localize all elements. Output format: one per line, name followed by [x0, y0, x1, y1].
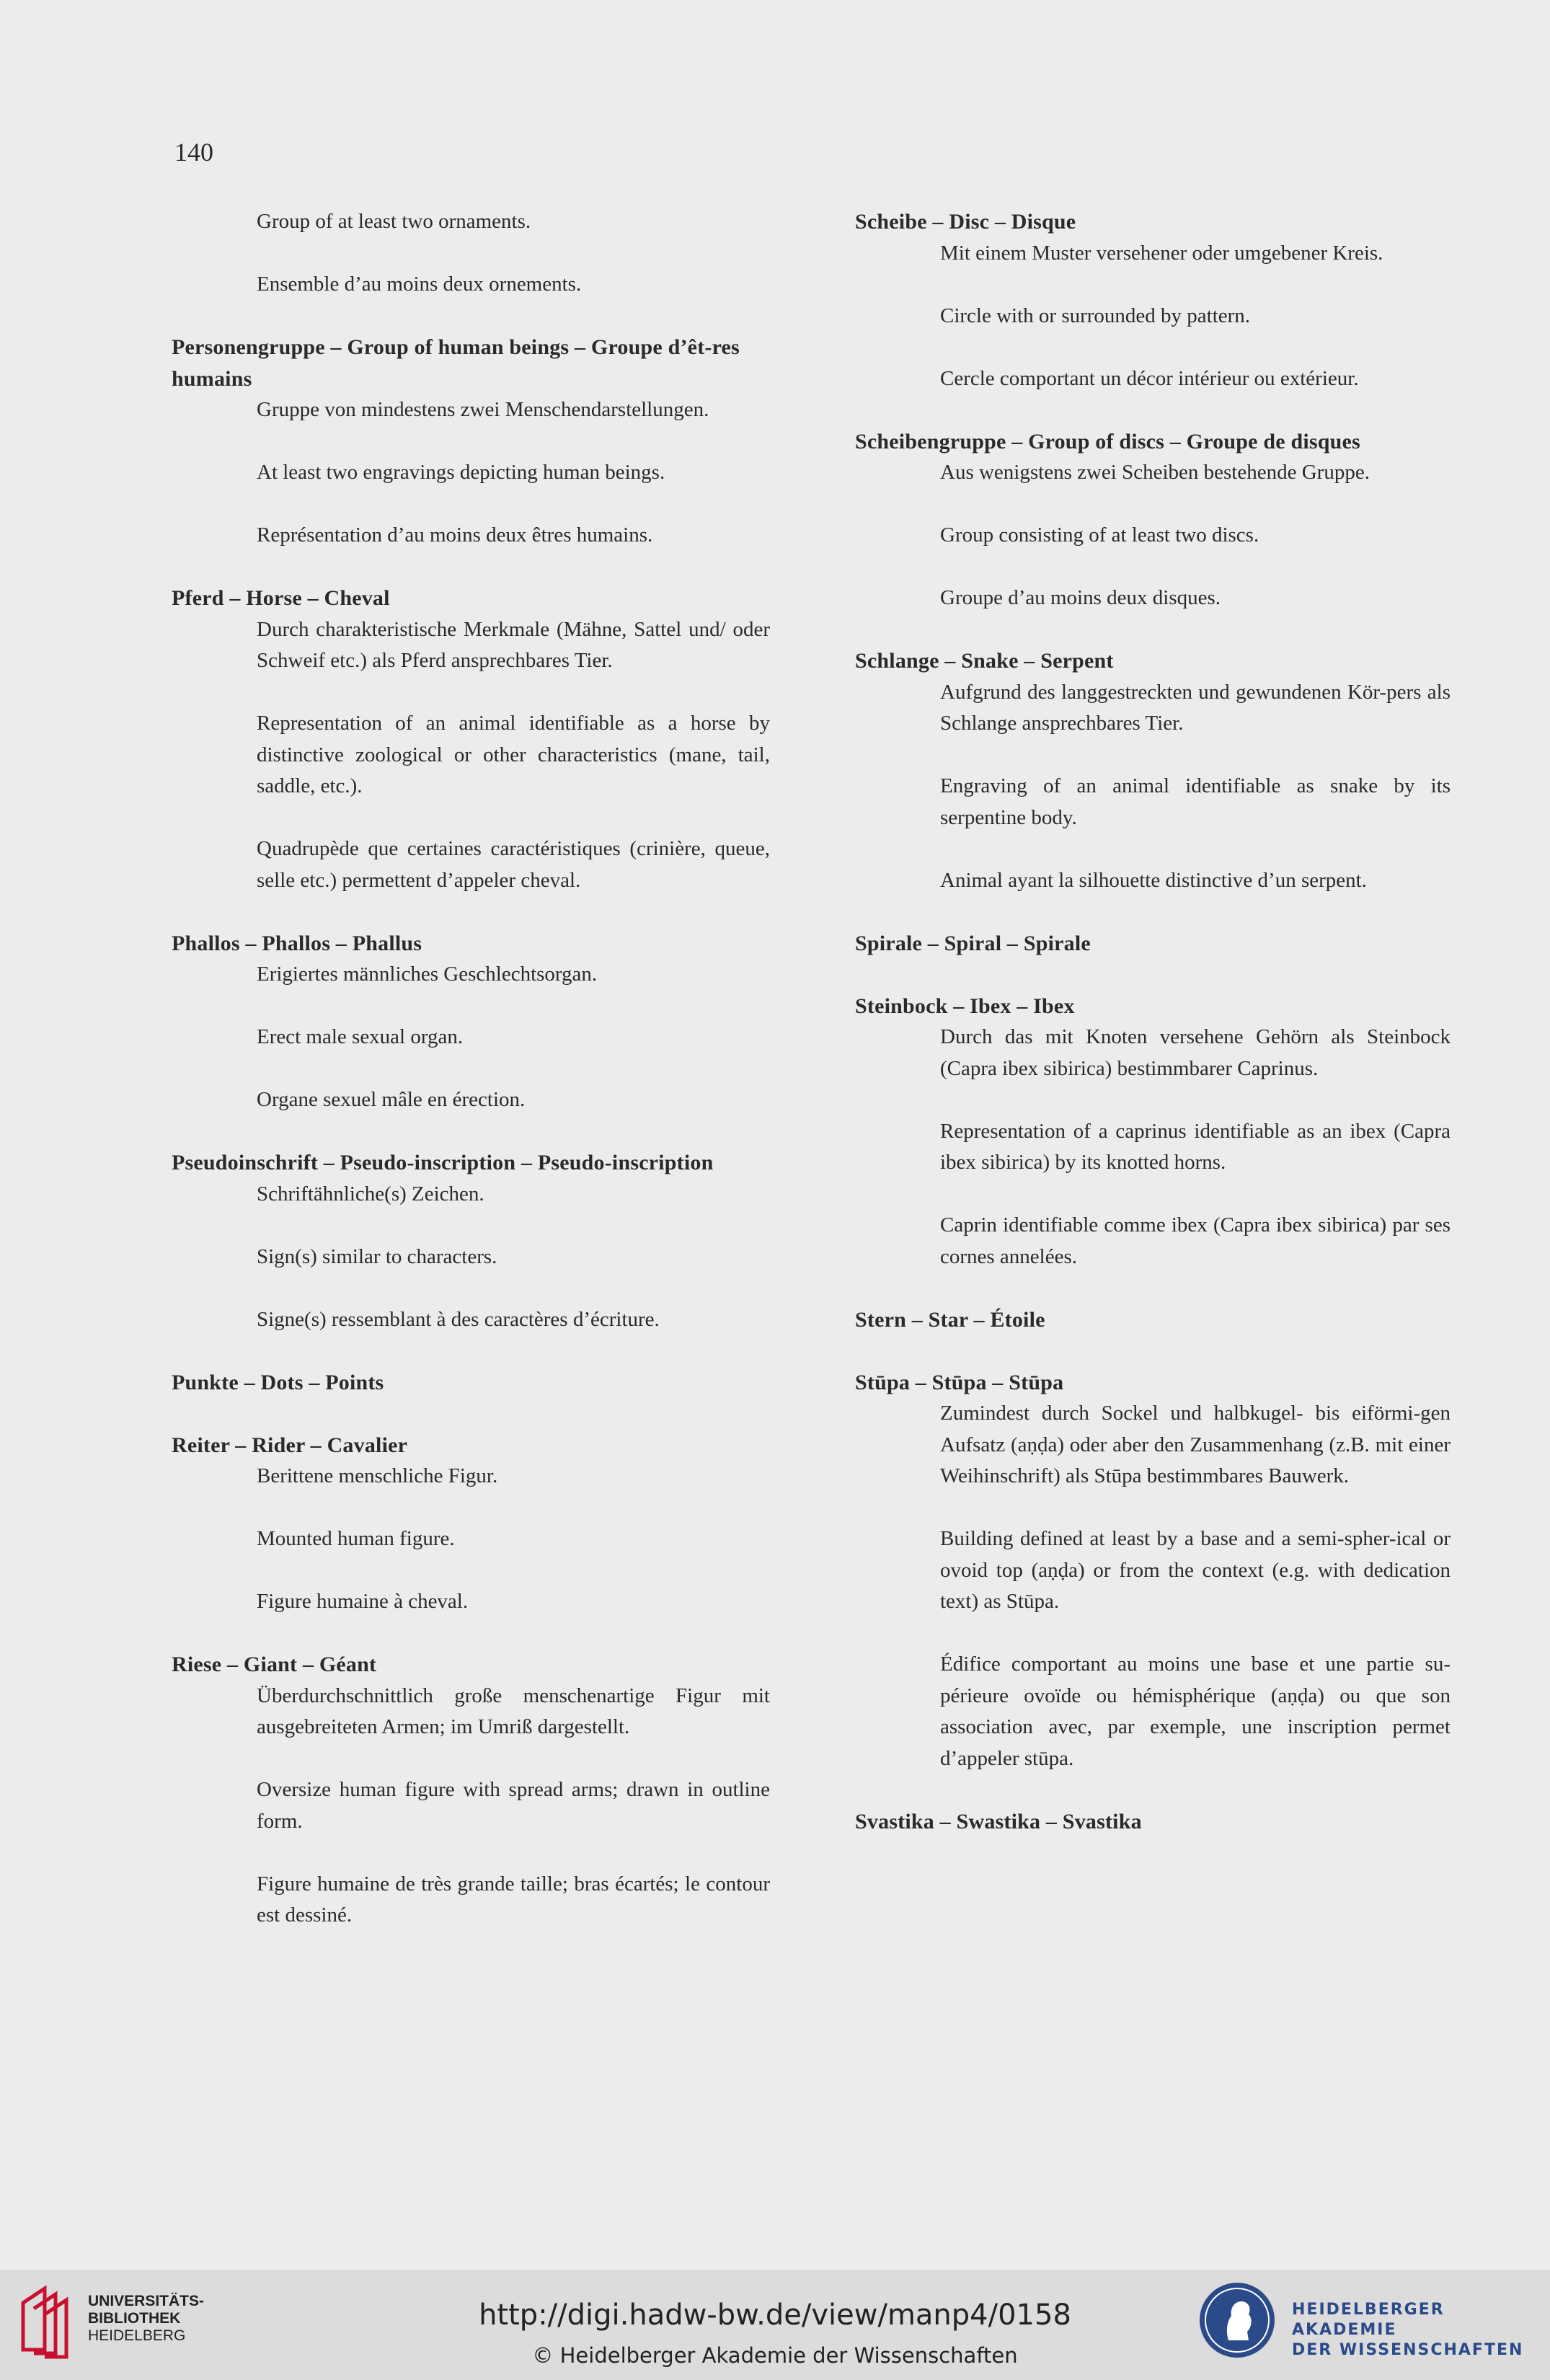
entry-definition: Cercle comportant un décor intérieur ou extérieur. [940, 366, 1359, 390]
entry-definition: Figure humaine de très grande taille; bras écartés; le contour est dessiné. [257, 1872, 770, 1926]
entry-definition: Representation of an animal identifiable as a horse by distinctive zoological or other characteristics (mane, tail, saddle, etc.). [257, 712, 770, 797]
entry-title: Svastika – Swastika – Svastika [855, 1809, 1142, 1833]
glossary-entry-pseudoinschrift [172, 1147, 770, 1335]
entry-title: Scheibe – Disc – Disque [855, 210, 1076, 234]
entry-title: Reiter – Rider – Cavalier [172, 1433, 408, 1457]
entry-definition: Building defined at least by a base and a semi-spher-ical or ovoid top (aṇḍa) or from the context (e.g. with dedication text) as Stūpa. [940, 1527, 1451, 1613]
entry-definition: Mit einem Muster versehener oder umgebener Kreis. [940, 241, 1383, 265]
entry-title: Pseudoinschrift – Pseudo-inscription – Pseudo-inscription [172, 1151, 714, 1174]
page-number: 140 [174, 138, 213, 167]
entry-title: Spirale – Spiral – Spirale [855, 931, 1091, 955]
entry-definition: Édifice comportant au moins une base et une partie su-périeure ovoïde ou hémisphérique (aṇḍa) ou que son association avec, par exemple, une inscription permet d’appeler stūpa. [940, 1653, 1451, 1770]
entry-definition: Aufgrund des langgestreckten und gewundenen Kör-pers als Schlange ansprechbares Tier. [940, 680, 1451, 735]
academy-name: HEIDELBERGER AKADEMIE DER WISSENSCHAFTEN [1292, 2301, 1524, 2359]
academy-seal-icon [1197, 2280, 1277, 2361]
glossary-entry-scheibengruppe [855, 426, 1451, 614]
glossary-entry-phallos [172, 928, 770, 1116]
entry-title: Pferd – Horse – Cheval [172, 586, 390, 610]
entry-definition: At least two engravings depicting human beings. [257, 461, 665, 484]
entry-definition: Ensemble d’au moins deux ornements. [257, 273, 582, 296]
entry-definition: Représentation d’au moins deux êtres humains. [257, 523, 653, 547]
entry-definition: Quadrupède que certaines caractéristiques (crinière, queue, selle etc.) permettent d’appeler cheval. [257, 837, 770, 892]
glossary-entry-schlange [855, 645, 1451, 896]
entry-title: Stern – Star – Étoile [855, 1307, 1045, 1332]
entry-definition: Group consisting of at least two discs. [940, 523, 1259, 547]
entry-definition: Organe sexuel mâle en érection. [257, 1088, 526, 1111]
footer-bar [0, 2270, 1550, 2380]
glossary-entry-personengruppe [172, 332, 770, 552]
glossary-entry-scheibe [855, 206, 1451, 394]
entry-title: Phallos – Phallos – Phallus [172, 931, 422, 955]
glossary-entry-st-pa [855, 1367, 1451, 1775]
entry-definition: Circle with or surrounded by pattern. [940, 304, 1251, 327]
glossary-entry-spirale [855, 928, 1451, 960]
entry-title: Riese – Giant – Géant [172, 1653, 377, 1676]
entry-definition: Caprin identifiable comme ibex (Capra ibex sibirica) par ses cornes annelées. [940, 1213, 1451, 1268]
glossary-entry-punkte [172, 1367, 770, 1399]
right-column [855, 206, 1451, 1869]
entry-title: Punkte – Dots – Points [172, 1370, 384, 1394]
entry-definition: Erect male sexual organ. [257, 1025, 464, 1048]
entry-definition: Mounted human figure. [257, 1527, 455, 1550]
entry-definition: Zumindest durch Sockel und halbkugel- bis eiförmi-gen Aufsatz (aṇḍa) oder aber den Zusammenhang (z.B. mit einer Weihinschrift) als Stūpa bestimmbares Bauwerk. [940, 1402, 1451, 1487]
entry-definition: Aus wenigstens zwei Scheiben bestehende Gruppe. [940, 461, 1370, 484]
entry-definition: Erigiertes männliches Geschlechtsorgan. [257, 963, 598, 986]
glossary-entry-stern [855, 1304, 1451, 1336]
entry-definition: Oversize human figure with spread arms; drawn in outline form. [257, 1778, 770, 1833]
document-url[interactable]: http://digi.hadw-bw.de/view/manp4/0158 [479, 2299, 1071, 2332]
entry-definition: Schriftähnliche(s) Zeichen. [257, 1182, 484, 1206]
entry-definition: Signe(s) ressemblant à des caractères d’écriture. [257, 1307, 660, 1331]
entry-definition: Gruppe von mindestens zwei Menschendarstellungen. [257, 398, 709, 421]
glossary-entry-pferd [172, 583, 770, 896]
entry-definition: Engraving of an animal identifiable as snake by its serpentine body. [940, 774, 1451, 829]
entry-definition: Durch das mit Knoten versehene Gehörn als Steinbock (Capra ibex sibirica) bestimmbarer Caprinus. [940, 1025, 1451, 1080]
copyright-notice: © Heidelberger Akademie der Wissenschaften [532, 2343, 1018, 2368]
glossary-entry-riese [172, 1649, 770, 1932]
entry-definition: Groupe d’au moins deux disques. [940, 586, 1221, 609]
entry-definition: Durch charakteristische Merkmale (Mähne, Sattel und/ oder Schweif etc.) als Pferd ansprechbares Tier. [257, 617, 770, 672]
glossary-entry-svastika [855, 1806, 1451, 1838]
glossary-entry-steinbock [855, 991, 1451, 1273]
glossary-entry-continued [172, 206, 770, 301]
entry-definition: Überdurchschnittlich große menschenartige Figur mit ausgebreiteten Armen; im Umriß dargestellt. [257, 1684, 770, 1738]
entry-title: Schlange – Snake – Serpent [855, 649, 1114, 673]
entry-definition: Animal ayant la silhouette distinctive d’un serpent. [940, 868, 1367, 892]
left-column [172, 206, 770, 1963]
entry-definition: Group of at least two ornaments. [257, 210, 531, 233]
entry-definition: Representation of a caprinus identifiable as an ibex (Capra ibex sibirica) by its knotted horns. [940, 1119, 1451, 1174]
entry-title: Scheibengruppe – Group of discs – Groupe de disques [855, 429, 1360, 454]
entry-title: Steinbock – Ibex – Ibex [855, 994, 1075, 1018]
entry-definition: Berittene menschliche Figur. [257, 1464, 498, 1487]
entry-definition: Figure humaine à cheval. [257, 1590, 469, 1613]
glossary-entry-reiter [172, 1430, 770, 1618]
entry-title: Personengruppe – Group of human beings – Groupe d’êt-res humains [172, 335, 740, 391]
entry-title: Stūpa – Stūpa – Stūpa [855, 1370, 1064, 1394]
library-name: UNIVERSITÄTS- BIBLIOTHEK HEIDELBERG [88, 2293, 205, 2344]
entry-definition: Sign(s) similar to characters. [257, 1244, 497, 1268]
